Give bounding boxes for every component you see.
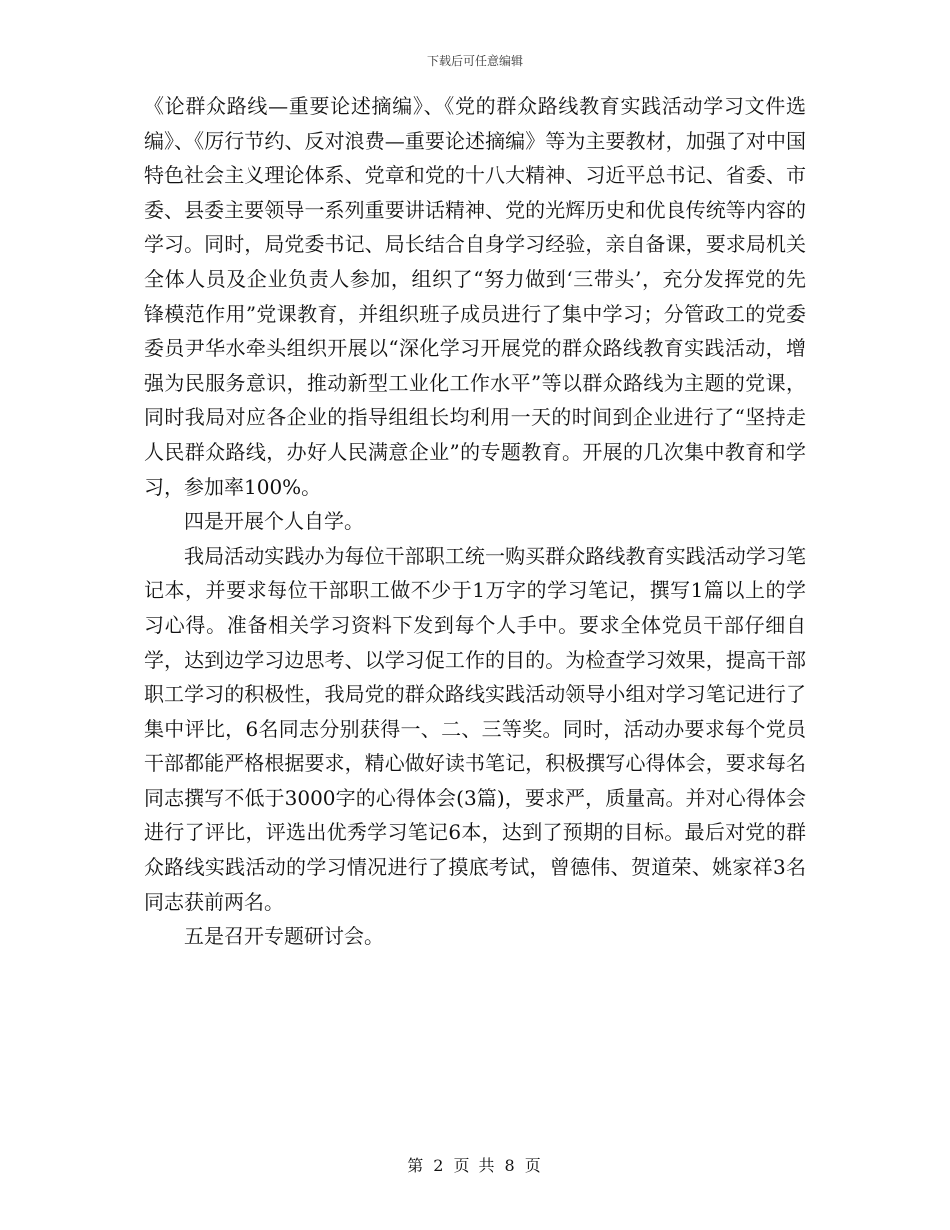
footer-prefix: 第 <box>407 1156 426 1175</box>
page-footer <box>0 1153 950 1176</box>
document-body <box>144 89 806 954</box>
page-header: 下载后可任意编辑 <box>426 54 523 68</box>
paragraph-heading-self-study: 四是开展个人自学。 <box>184 509 364 534</box>
paragraph-self-study-details: 我局活动实践办为每位干部职工统一购买群众路线教育实践活动学习笔记本，并要求每位干部职工做不少于1万字的学习笔记，撰写1篇以上的学习心得。准备相关学习资料下发到每个人手中。要求全体党员干部仔细自学，达到边学习边思考、以学习促工作的目的。为检查学习效果，提高干部职工学习的积极性，我局党的群众路线实践活动领导小组对学习笔记进行了集中评比，6名同志分别获得一、二、三等奖。同时，活动办要求每个党员干部都能严格根据要求，精心做好读书笔记，积极撰写心得体会，要求每名同志撰写不低于3000字的心得体会(3篇)，要求严，质量高。并对心得体会进行了评比，评选出优秀学习笔记6本，达到了预期的目标。最后对党的群众路线实践活动的学习情况进行了摸底考试，曾德伟、贺道荣、姚家祥3名同志获前两名。 <box>144 543 806 914</box>
footer-total-pages: 8 <box>504 1156 517 1175</box>
paragraph-study-materials: 《论群众路线—重要论述摘编》、《党的群众路线教育实践活动学习文件选编》、《厉行节约、反对浪费—重要论述摘编》等为主要教材，加强了对中国特色社会主义理论体系、党章和党的十八大精神、习近平总书记、省委、市委、县委主要领导一系列重要讲话精神、党的光辉历史和优良传统等内容的学习。同时，局党委书记、局长结合自身学习经验，亲自备课，要求局机关全体人员及企业负责人参加，组织了“努力做到‘三带头’，充分发挥党的先锋模范作用”党课教育，并组织班子成员进行了集中学习；分管政工的党委委员尹华水牵头组织开展以“深化学习开展党的群众路线教育实践活动，增强为民服务意识，推动新型工业化工作水平”等以群众路线为主题的党课，同时我局对应各企业的指导组组长均利用一天的时间到企业进行了“坚持走人民群众路线，办好人民满意企业”的专题教育。开展的几次集中教育和学习，参加率100%。 <box>144 94 806 499</box>
paragraph-heading-seminar: 五是召开专题研讨会。 <box>184 924 384 949</box>
footer-current-page: 2 <box>433 1156 446 1175</box>
footer-middle: 页 共 <box>453 1156 497 1175</box>
footer-suffix: 页 <box>524 1156 543 1175</box>
